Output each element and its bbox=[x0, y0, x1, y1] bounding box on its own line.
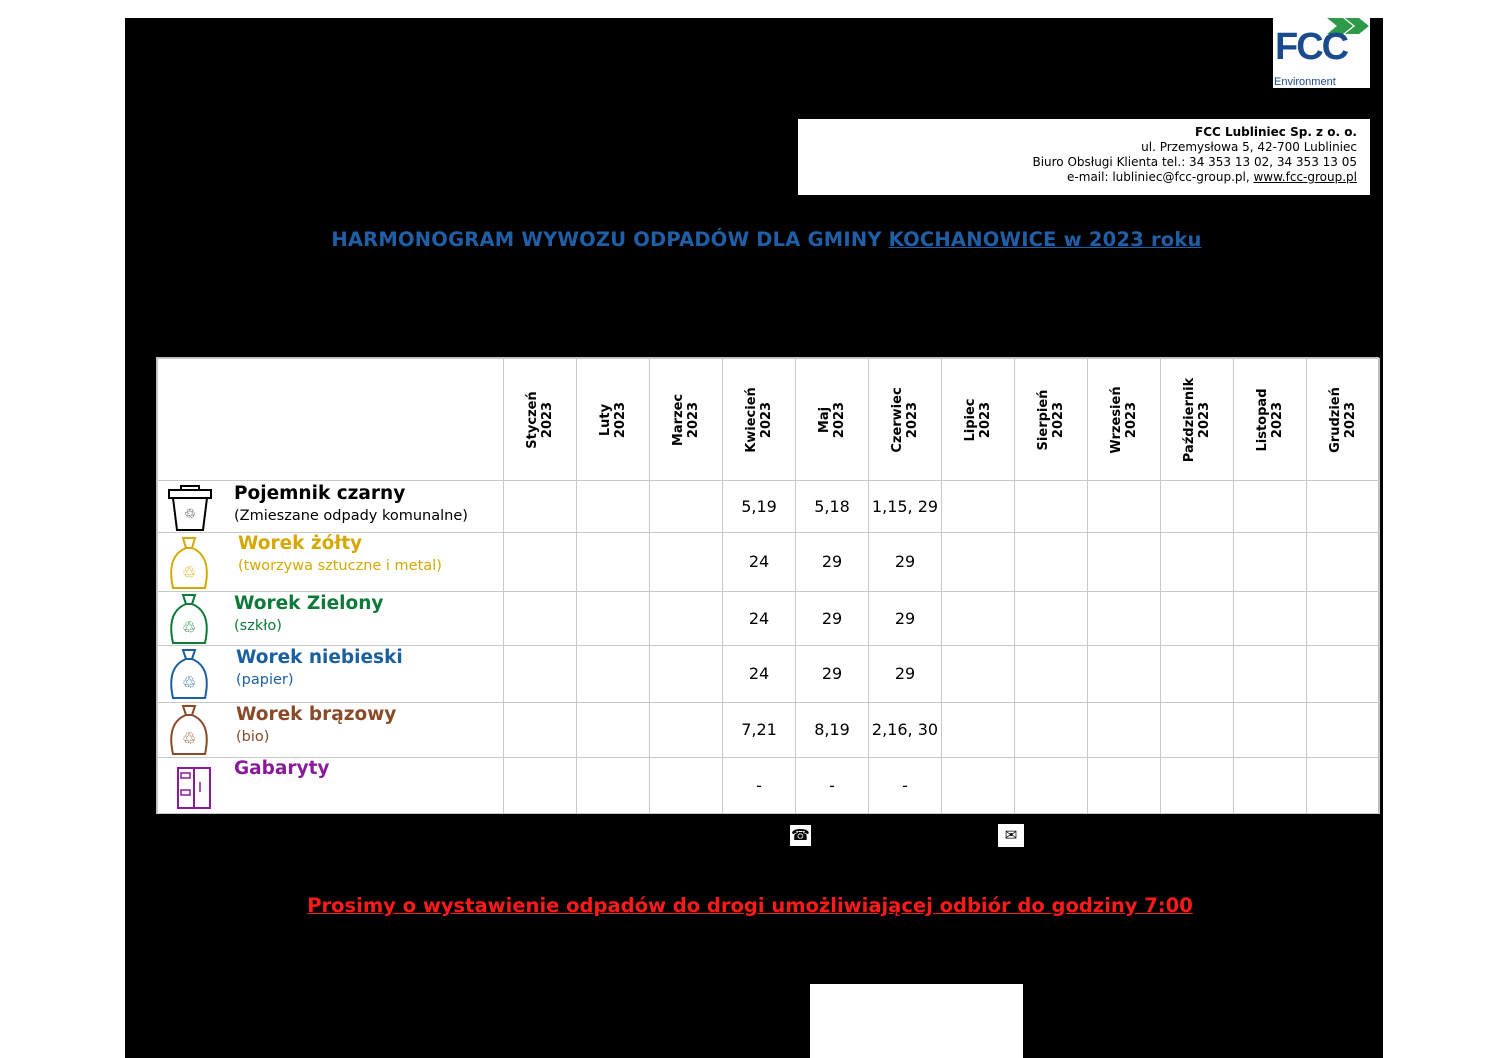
date-cell: - bbox=[796, 758, 869, 814]
category-name: Worek niebieski bbox=[236, 647, 403, 668]
logo-subtitle: Environment bbox=[1274, 76, 1336, 88]
date-cell bbox=[1088, 592, 1161, 646]
category-subtitle: (bio) bbox=[236, 729, 270, 745]
date-cell: 7,21 bbox=[723, 703, 796, 758]
company-name: FCC Lubliniec Sp. z o. o. bbox=[1195, 125, 1357, 139]
date-cell bbox=[1161, 481, 1234, 533]
date-cell bbox=[1015, 481, 1088, 533]
table-row bbox=[158, 703, 1380, 758]
date-cell bbox=[650, 646, 723, 703]
date-cell bbox=[1088, 481, 1161, 533]
date-cell bbox=[1161, 533, 1234, 592]
black-bin-icon bbox=[167, 484, 213, 532]
company-address: ul. Przemysłowa 5, 42-700 Lubliniec bbox=[1141, 140, 1357, 154]
date-cell: 24 bbox=[723, 533, 796, 592]
date-cell: 24 bbox=[723, 646, 796, 703]
date-cell bbox=[1234, 481, 1307, 533]
fcc-logo bbox=[1273, 18, 1370, 88]
svg-text:♲: ♲ bbox=[181, 563, 197, 582]
month-header: Październik 2023 bbox=[1161, 359, 1234, 481]
table-row bbox=[158, 481, 1380, 533]
date-cell bbox=[1307, 592, 1380, 646]
date-cell bbox=[504, 646, 577, 703]
date-cell bbox=[577, 481, 650, 533]
date-cell: 5,18 bbox=[796, 481, 869, 533]
brown-bag-icon bbox=[167, 704, 211, 756]
date-cell bbox=[1015, 646, 1088, 703]
date-cell bbox=[942, 758, 1015, 814]
date-cell bbox=[504, 533, 577, 592]
month-header: Czerwiec 2023 bbox=[869, 359, 942, 481]
category-name: Worek żółty bbox=[238, 533, 363, 554]
phone-icon: ☎ bbox=[791, 826, 810, 844]
date-cell bbox=[1307, 703, 1380, 758]
title-prefix: HARMONOGRAM WYWOZU ODPADÓW DLA GMINY bbox=[331, 228, 889, 251]
date-cell bbox=[1234, 646, 1307, 703]
company-website-link[interactable]: www.fcc-group.pl bbox=[1253, 170, 1357, 184]
yellow-bag-icon bbox=[167, 536, 211, 590]
category-subtitle: (papier) bbox=[236, 672, 294, 688]
page-title bbox=[125, 228, 1408, 251]
month-header: Grudzień 2023 bbox=[1307, 359, 1380, 481]
date-cell bbox=[942, 533, 1015, 592]
date-cell bbox=[1234, 758, 1307, 814]
month-header: Maj 2023 bbox=[796, 359, 869, 481]
date-cell bbox=[1088, 646, 1161, 703]
date-cell bbox=[1088, 758, 1161, 814]
date-cell bbox=[942, 481, 1015, 533]
header-corner bbox=[158, 359, 504, 481]
date-cell bbox=[504, 481, 577, 533]
category-name: Worek Zielony bbox=[234, 593, 384, 614]
collection-notice: Prosimy o wystawienie odpadów do drogi umożliwiającej odbiór do godziny 7:00 bbox=[307, 894, 1193, 917]
date-cell bbox=[577, 703, 650, 758]
date-cell bbox=[1307, 646, 1380, 703]
blue-bag-icon bbox=[167, 648, 211, 700]
month-header: Wrzesień 2023 bbox=[1088, 359, 1161, 481]
date-cell: 1,15, 29 bbox=[869, 481, 942, 533]
date-cell bbox=[1234, 592, 1307, 646]
table-row bbox=[158, 533, 1380, 592]
date-cell bbox=[577, 758, 650, 814]
date-cell: 29 bbox=[796, 646, 869, 703]
date-cell bbox=[1088, 703, 1161, 758]
date-cell: 8,19 bbox=[796, 703, 869, 758]
date-cell bbox=[650, 592, 723, 646]
date-cell bbox=[1015, 758, 1088, 814]
date-cell bbox=[1161, 592, 1234, 646]
category-name: Pojemnik czarny bbox=[234, 483, 406, 504]
date-cell: 24 bbox=[723, 592, 796, 646]
date-cell bbox=[504, 592, 577, 646]
date-cell bbox=[942, 592, 1015, 646]
svg-text:♲: ♲ bbox=[184, 507, 196, 522]
date-cell bbox=[1015, 703, 1088, 758]
title-municipality: KOCHANOWICE w 2023 roku bbox=[888, 228, 1202, 251]
category-cell bbox=[158, 646, 504, 703]
date-cell bbox=[504, 758, 577, 814]
category-cell bbox=[158, 703, 504, 758]
table-row bbox=[158, 758, 1380, 814]
date-cell: 2,16, 30 bbox=[869, 703, 942, 758]
month-header: Lipiec 2023 bbox=[942, 359, 1015, 481]
date-cell bbox=[1307, 481, 1380, 533]
category-cell bbox=[158, 533, 504, 592]
company-info bbox=[798, 119, 1370, 195]
month-header: Luty 2023 bbox=[577, 359, 650, 481]
date-cell bbox=[650, 481, 723, 533]
date-cell bbox=[942, 703, 1015, 758]
date-cell: 29 bbox=[869, 646, 942, 703]
category-cell bbox=[158, 481, 504, 533]
date-cell bbox=[577, 533, 650, 592]
company-email: e-mail: lubliniec@fcc-group.pl, bbox=[1067, 170, 1254, 184]
date-cell: 29 bbox=[869, 592, 942, 646]
month-header-row bbox=[158, 359, 1380, 481]
category-subtitle: (tworzywa sztuczne i metal) bbox=[238, 558, 442, 574]
company-phone: Biuro Obsługi Klienta tel.: 34 353 13 02, 34 353 13 05 bbox=[1032, 155, 1357, 169]
table-row bbox=[158, 592, 1380, 646]
date-cell: 29 bbox=[796, 533, 869, 592]
svg-text:♲: ♲ bbox=[181, 673, 197, 692]
date-cell bbox=[1307, 533, 1380, 592]
month-header: Styczeń 2023 bbox=[504, 359, 577, 481]
date-cell bbox=[1161, 646, 1234, 703]
category-subtitle: (Zmieszane odpady komunalne) bbox=[234, 508, 468, 524]
furniture-icon bbox=[176, 766, 212, 810]
table-row bbox=[158, 646, 1380, 703]
date-cell: 29 bbox=[869, 533, 942, 592]
category-cell bbox=[158, 758, 504, 814]
date-cell bbox=[1088, 533, 1161, 592]
blank-box bbox=[810, 984, 1023, 1058]
date-cell: - bbox=[723, 758, 796, 814]
date-cell bbox=[1307, 758, 1380, 814]
date-cell bbox=[1015, 533, 1088, 592]
company-email-line bbox=[798, 170, 1357, 185]
date-cell bbox=[504, 703, 577, 758]
schedule-table bbox=[156, 357, 1379, 814]
category-cell bbox=[158, 592, 504, 646]
date-cell bbox=[942, 646, 1015, 703]
month-header: Kwiecień 2023 bbox=[723, 359, 796, 481]
date-cell bbox=[650, 533, 723, 592]
document-page bbox=[125, 18, 1383, 1058]
date-cell bbox=[650, 758, 723, 814]
category-name: Gabaryty bbox=[234, 758, 330, 779]
month-header: Listopad 2023 bbox=[1234, 359, 1307, 481]
date-cell bbox=[650, 703, 723, 758]
mail-icon: ✉ bbox=[998, 824, 1024, 847]
month-header: Sierpień 2023 bbox=[1015, 359, 1088, 481]
date-cell: 29 bbox=[796, 592, 869, 646]
green-bag-icon bbox=[167, 593, 211, 645]
date-cell bbox=[1161, 703, 1234, 758]
month-header: Marzec 2023 bbox=[650, 359, 723, 481]
date-cell: - bbox=[869, 758, 942, 814]
date-cell bbox=[1015, 592, 1088, 646]
category-subtitle: (szkło) bbox=[234, 618, 282, 634]
date-cell bbox=[577, 646, 650, 703]
date-cell bbox=[577, 592, 650, 646]
date-cell bbox=[1161, 758, 1234, 814]
date-cell bbox=[1234, 533, 1307, 592]
logo-wordmark: FCC bbox=[1275, 26, 1348, 68]
svg-text:♲: ♲ bbox=[181, 618, 197, 637]
date-cell bbox=[1234, 703, 1307, 758]
date-cell: 5,19 bbox=[723, 481, 796, 533]
category-name: Worek brązowy bbox=[236, 704, 397, 725]
svg-text:♲: ♲ bbox=[181, 729, 197, 748]
